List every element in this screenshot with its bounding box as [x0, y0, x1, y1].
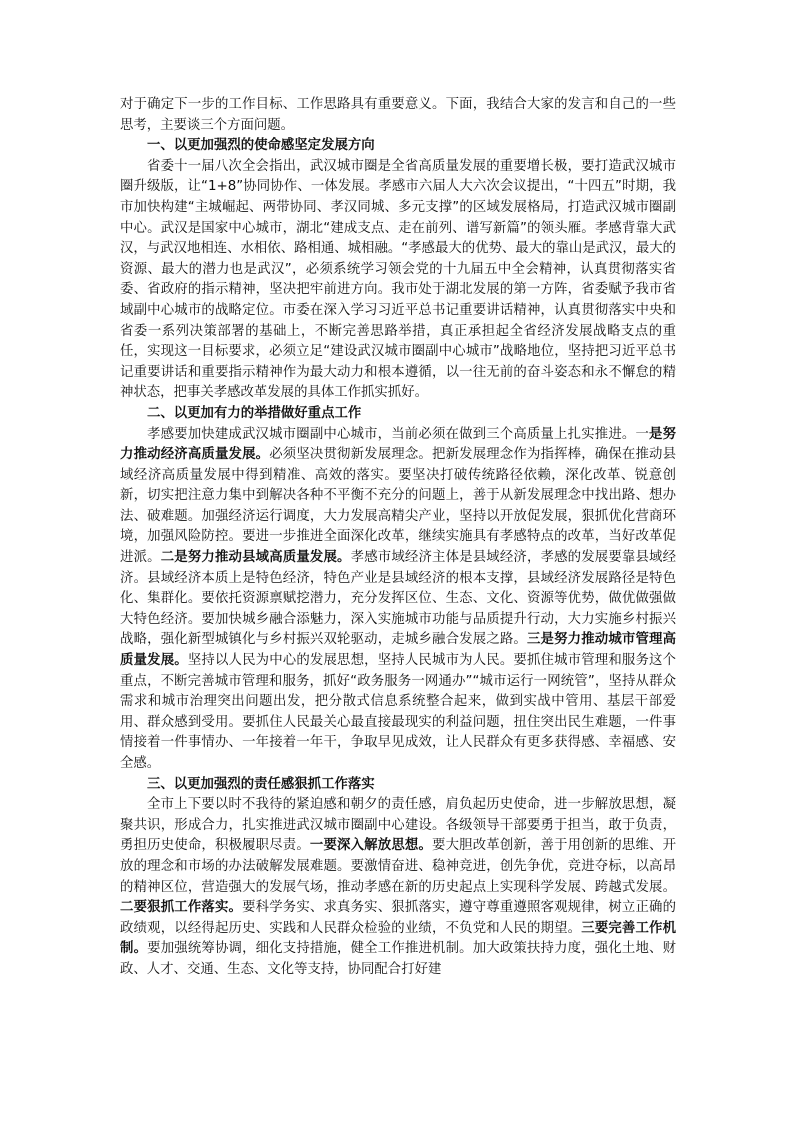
section-2-point-3: 三是努力推动城市管理高质量发展。 [120, 632, 677, 669]
section-3-text-3: 要科学务实、求真务实、狠抓落实，遵守尊重遵照客观规律，树立正确的政绩观，以经得起历史、实践和人民群众检验的业绩，不负党和人民的期望。 [120, 900, 677, 936]
section-2-point-1: 是努力推动经济高质量发展。 [120, 426, 677, 463]
section-2-heading: 二、以更加有力的举措做好重点工作 [147, 405, 362, 421]
section-2-body [120, 425, 676, 775]
section-3-text-4: 要加强统筹协调，细化支持措施，健全工作推进机制。加大政策扶持力度，强化土地、财政、人才、交通、生态、文化等支持，协同配合打好建 [120, 941, 677, 977]
document-page [120, 95, 676, 981]
section-2-text-2: 必须坚决贯彻新发展理念。把新发展理念作为指挥棒，确保在推动县域经济高质量发展中得到精准、高效的落实。要坚决打破传统路径依赖，深化改革、锐意创新，切实把注意力集中到解决各种不平衡不充分的问题上，善于从新发展理念中找出路、想办法、破难题。加强经济运行调度，大力发展高精尖产业，坚持以开放促发展，狠抓优化营商环境，加强风险防控。要进一步推进全面深化改革，继续实施具有孝感特点的改革，当好改革促进派。 [120, 447, 676, 566]
section-2-point-2: 二是努力推动县域高质量发展。 [160, 550, 351, 566]
section-1-heading: 一、以更加强烈的使命感坚定发展方向 [147, 138, 375, 154]
section-3-text-2: 要大胆改革创新，善于用创新的思维、开放的理念和市场的办法破解发展难题。要激情奋进、稳神竞进，创先争优，竞进夺标，以高昂的精神区位，营造强大的发展气场，推动孝感在新的历史起点上实现科学发展、跨越式发展。 [120, 838, 677, 895]
section-3-point-3: 三要完善工作机制。 [120, 920, 677, 957]
section-2-text-3: 孝感市域经济主体是县域经济，孝感的发展要靠县域经济。县域经济本质上是特色经济，特色产业是县域经济的根本支撑，县域经济发展路径是特色化、集群化。要依托资源禀赋挖潜力，充分发挥区位、生态、文化、资源等优势，做优做强做大特色经济。要加快城乡融合添魅力，深入实施城市功能与品质提升行动，大力实施乡村振兴战略，强化新型城镇化与乡村振兴双轮驱动，走城乡融合发展之路。 [120, 550, 677, 648]
section-3-point-2: 二要狠抓工作落实。 [120, 900, 243, 916]
section-3-body [120, 795, 676, 980]
section-2-text-4: 坚持以人民为中心的发展思想，坚持人民城市为人民。要抓住城市管理和服务这个重点，不断完善城市管理和服务，抓好“政务服务一网通办”“城市运行一网统管”，坚持从群众需求和城市治理突出问题出发，把分散式信息系统整合起来，做到实战中管用、基层干部爱用、群众感到受用。要抓住人民最关心最直接最现实的利益问题，扭住突出民生难题，一件事情接着一件事情办、一年接着一年干，争取早见成效，让人民群众有更多获得感、幸福感、安全感。 [120, 653, 676, 771]
section-2-text-1: 孝感要加快建成武汉城市圈副中心城市，当前必须在做到三个高质量上扎实推进。一 [147, 426, 650, 442]
section-3-heading: 三、以更加强烈的责任感狠抓工作落实 [147, 776, 375, 792]
section-3-text-1: 全市上下要以时不我待的紧迫感和朝夕的责任感，肩负起历史使命，进一步解放思想，凝聚共识，形成合力，扎实推进武汉城市圈副中心建设。各级领导干部要勇于担当，敢于负责，勇担历史使命，积极履职尽责。 [120, 797, 676, 854]
section-3-point-1: 一要深入解放思想。 [309, 838, 433, 854]
section-1-body: 省委十一届八次全会指出，武汉城市圈是全省高质量发展的重要增长极，要打造武汉城市圈升级版，让“1+8”协同协作、一体发展。孝感市六届人大六次会议提出，“十四五”时期，我市加快构建“主城崛起、两带协同、孝汉同城、多元支撑”的区域发展格局，打造武汉城市圈副中心。武汉是国家中心城市，湖北“建成支点、走在前列、谱写新篇”的领头雁。孝感背靠大武汉，与武汉地相连、水相依、路相通、城相融。“孝感最大的优势、最大的靠山是武汉，最大的资源、最大的潜力也是武汉”，必须系统学习领会党的十九届五中全会精神，认真贯彻落实省委、省政府的指示精神，坚决把牢前进方向。我市处于湖北发展的第一方阵，省委赋予我市省域副中心城市的战略定位。市委在深入学习习近平总书记重要讲话精神，认真贯彻落实中央和省委一系列决策部署的基础上，不断完善思路举措，真正承担起全省经济发展战略支点的重任，实现这一目标要求，必须立足“建设武汉城市圈副中心城市”战略地位，坚持把习近平总书记重要讲话和重要指示精神作为最大动力和根本遵循，以一往无前的奋斗姿态和永不懈怠的精神状态，把事关孝感改革发展的具体工作抓实抓好。 [120, 158, 676, 401]
intro-paragraph: 对于确定下一步的工作目标、工作思路具有重要意义。下面，我结合大家的发言和自己的一些思考，主要谈三个方面问题。 [120, 97, 676, 133]
